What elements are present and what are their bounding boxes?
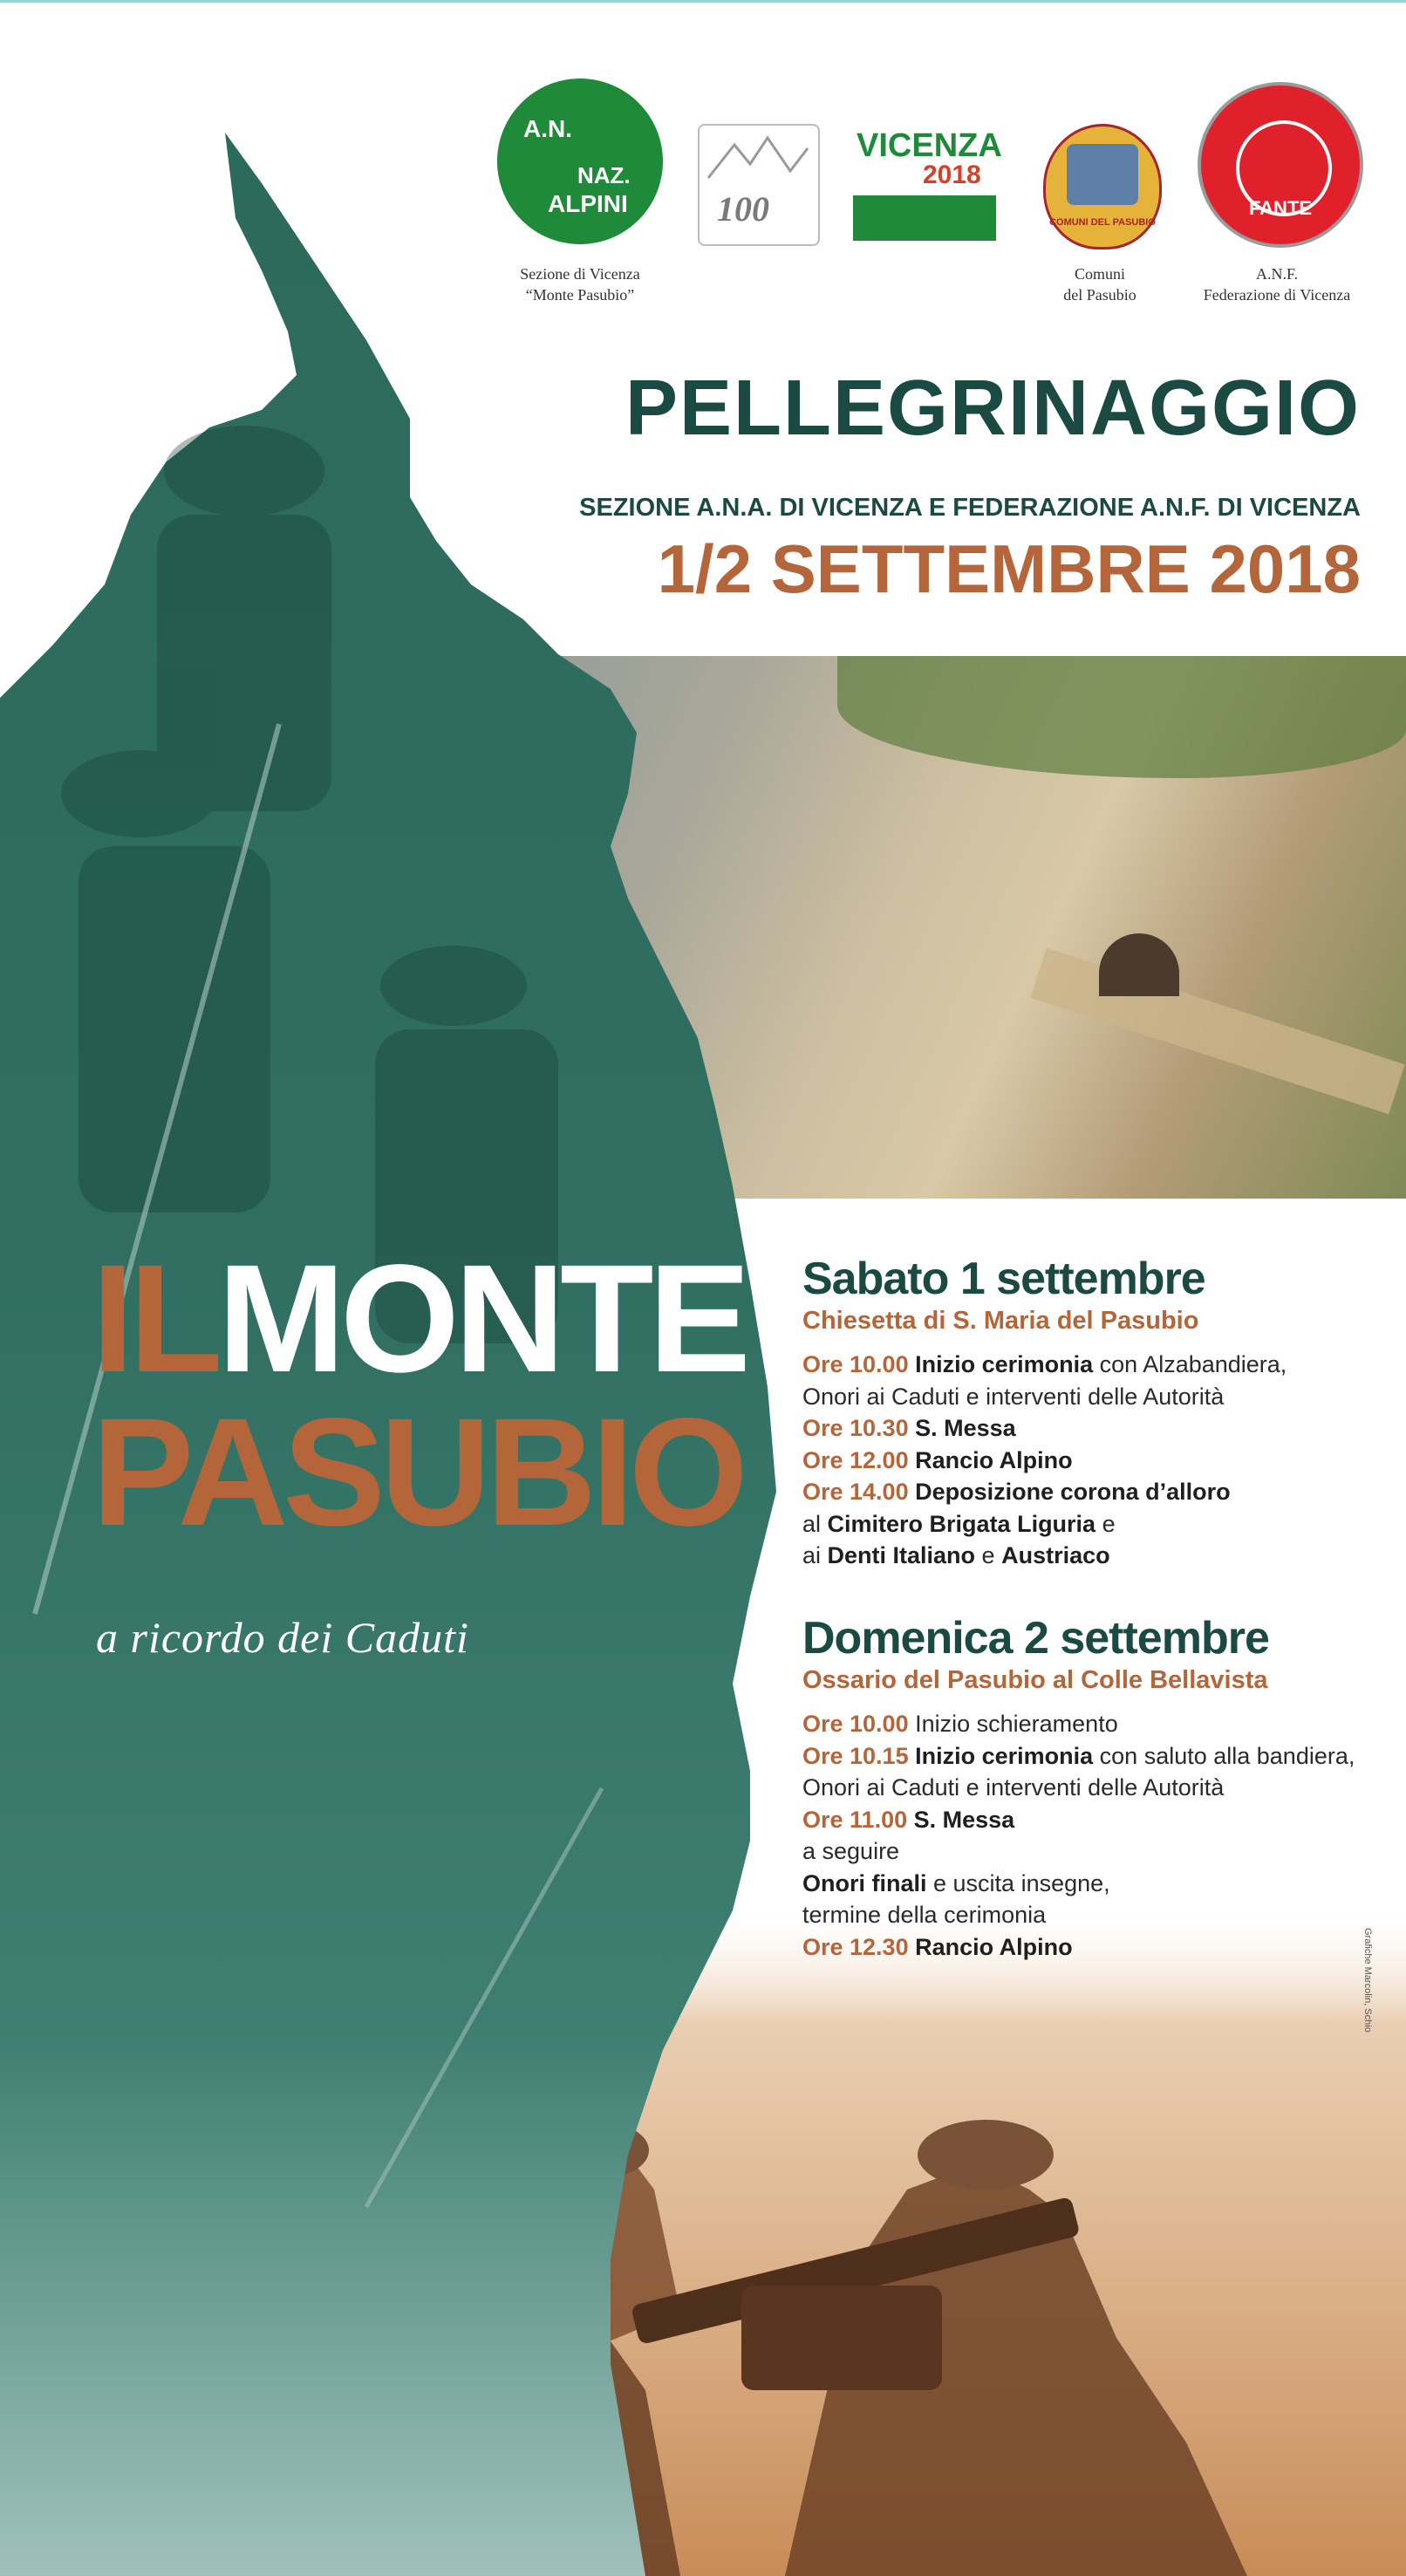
crest-shield-icon (1067, 144, 1138, 205)
ana-logo (497, 79, 663, 244)
schedule-time: Ore 10.00 (802, 1711, 909, 1737)
schedule-time: Ore 14.00 (802, 1479, 909, 1505)
comuni-caption-line: Comuni (1074, 265, 1125, 283)
ana-caption (488, 263, 672, 305)
schedule-time: Ore 10.30 (802, 1415, 909, 1441)
schedule-line (802, 1868, 1396, 1900)
vegetation (837, 656, 1406, 778)
comuni-caption (1026, 263, 1174, 305)
schedule-line: Onori ai Caduti e interventi delle Autorità (802, 1774, 1225, 1800)
schedule-time: Ore 11.00 (802, 1806, 908, 1833)
schedule-item: S. Messa (915, 1415, 1016, 1441)
anf-fante-logo (1198, 82, 1363, 248)
schedule-line: Onori ai Caduti e interventi delle Autorità (802, 1383, 1225, 1410)
event-subtitle: SEZIONE A.N.A. DI VICENZA E FEDERAZIONE A.N.F. DI VICENZA (579, 494, 1361, 522)
schedule-day-heading: Domenica 2 settembre (802, 1613, 1269, 1664)
vicenza-2018-logo (853, 127, 1002, 241)
schedule-text: con saluto alla bandiera, (1093, 1742, 1355, 1769)
schedule-item: Inizio cerimonia (915, 1351, 1094, 1377)
print-credit: Grafiche Marcolin, Schio (1362, 1928, 1373, 2033)
ana-caption-line: Sezione di Vicenza (520, 265, 640, 283)
saturday-schedule (802, 1253, 1396, 1572)
soldier-body (78, 846, 270, 1213)
schedule-line (802, 1445, 1396, 1477)
schedule-item: Austriaco (1001, 1542, 1110, 1568)
ana-caption-line: “Monte Pasubio” (525, 286, 635, 304)
hero-title (92, 1233, 754, 1558)
schedule-item: Inizio cerimonia (915, 1742, 1094, 1769)
schedule-item: Onori finali (802, 1869, 927, 1896)
vicenza-logo-text: VICENZA (857, 127, 1002, 164)
centenary-number: 100 (717, 189, 769, 229)
schedule-item: Rancio Alpino (915, 1446, 1073, 1473)
soldier-body (157, 515, 331, 811)
top-border-line (0, 0, 1406, 3)
schedule-line (802, 1708, 1396, 1740)
schedule-text: e uscita insegne, (926, 1869, 1110, 1896)
schedule-text: e (975, 1542, 1002, 1568)
hero-title-pasubio: PASUBIO (92, 1387, 743, 1558)
comuni-logo-text: COMUNI DEL PASUBIO (1049, 217, 1156, 228)
hero-title-il: IL (92, 1233, 218, 1404)
event-date: 1/2 SETTEMBRE 2018 (657, 530, 1361, 607)
hat (164, 426, 324, 516)
comuni-del-pasubio-logo (1043, 124, 1162, 249)
schedule-line (802, 1804, 1396, 1836)
schedule-item: Denti Italiano (827, 1542, 976, 1568)
schedule-item: S. Messa (913, 1806, 1015, 1833)
schedule-item: Deposizione corona d’alloro (915, 1479, 1231, 1505)
anf-caption-line: Federazione di Vicenza (1203, 286, 1351, 304)
schedule-line (802, 1931, 1396, 1964)
helmet (918, 2120, 1054, 2190)
ana-logo-text: NAZ. (577, 162, 631, 188)
schedule-item: Rancio Alpino (915, 1933, 1073, 1960)
schedule-text: e (1095, 1510, 1116, 1537)
sunday-schedule (802, 1612, 1396, 1963)
schedule-time: Ore 10.15 (802, 1742, 909, 1769)
schedule-line (802, 1476, 1396, 1508)
centenary-logo (698, 124, 820, 246)
schedule-line: termine della cerimonia (802, 1902, 1047, 1928)
schedule-line (802, 1412, 1396, 1445)
mountain-road (1030, 948, 1404, 1115)
schedule-time: Ore 12.30 (802, 1933, 909, 1960)
schedule-day-heading: Sabato 1 settembre (802, 1254, 1205, 1304)
hat (380, 946, 527, 1026)
schedule-line (802, 1540, 1396, 1572)
schedule-location: Chiesetta di S. Maria del Pasubio (802, 1307, 1199, 1335)
schedule-text: con Alzabandiera, (1093, 1351, 1287, 1377)
marching-soldiers-icon (853, 195, 996, 241)
anf-caption (1172, 263, 1382, 305)
schedule-line (802, 1740, 1396, 1773)
tunnel-opening (1099, 933, 1179, 996)
hero-title-monte: MONTE (217, 1233, 746, 1404)
schedule-line: a seguire (802, 1838, 900, 1864)
schedule-line (802, 1508, 1396, 1541)
schedule-location: Ossario del Pasubio al Colle Bellavista (802, 1666, 1268, 1694)
schedule-time: Ore 10.00 (802, 1351, 909, 1377)
schedule-text: al (802, 1510, 828, 1537)
schedule-text: Inizio schieramento (915, 1711, 1118, 1737)
anf-caption-line: A.N.F. (1255, 265, 1299, 283)
mountains-icon (700, 126, 818, 187)
schedule-time: Ore 12.00 (802, 1446, 909, 1473)
vicenza-logo-year: 2018 (923, 161, 981, 189)
ana-logo-text: A.N. (523, 115, 572, 142)
ana-logo-text: ALPINI (548, 190, 628, 217)
fante-logo-text: FANTE (1248, 197, 1313, 219)
comuni-caption-line: del Pasubio (1063, 286, 1136, 304)
schedule-item: Cimitero Brigata Liguria (827, 1510, 1096, 1537)
schedule-line (802, 1349, 1396, 1381)
schedule-text: ai (802, 1542, 828, 1568)
event-title: PELLEGRINAGGIO (625, 365, 1361, 452)
hero-tagline: a ricordo dei Caduti (96, 1613, 469, 1662)
